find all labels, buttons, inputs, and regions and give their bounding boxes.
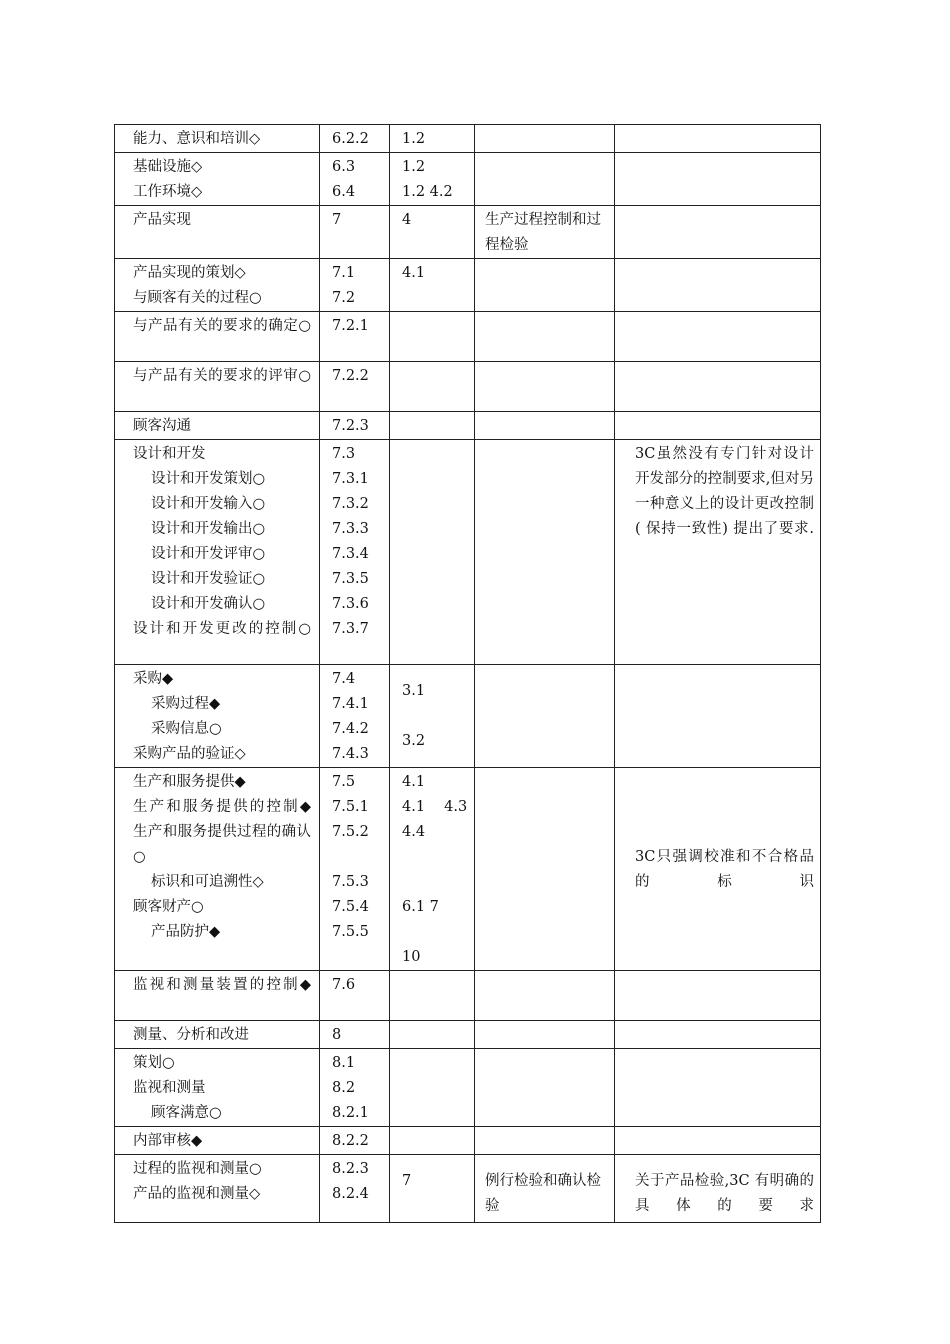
iso-number: 7.4.2 [332,721,369,737]
remark-text: 关于产品检验,3C 有明确的具体的要求 [635,1173,814,1214]
remark-cell [615,412,821,440]
iso-number: 7.1 [332,265,356,281]
iso-number: 7.3.2 [332,496,369,512]
ccc-number-cell [390,362,475,412]
iso-number: 7.3.6 [332,596,369,612]
remark-cell [615,153,821,206]
remark-cell [615,440,821,665]
iso-number: 7.5 [332,774,356,790]
ccc-number-cell [390,971,475,1021]
clause-cell [115,971,320,1021]
iso-number-cell [320,1127,390,1155]
remark-text: 3C虽然没有专门针对设计开发部分的控制要求,但对另一种意义上的设计更改控制( 保持一致性) 提出了要求. [635,446,814,537]
ccc-number-cell [390,259,475,312]
clause-name: 设计和开发更改的控制○ [133,621,311,637]
ccc-number: 4.1 [402,774,426,790]
remark-cell [615,768,821,971]
iso-number-cell [320,971,390,1021]
remark-cell [615,1049,821,1127]
remark-cell [615,206,821,259]
ccc-number: 1.2 [402,131,426,147]
clause-cell [115,665,320,768]
iso-number: 7.2.3 [332,418,369,434]
ccc-requirement-cell [475,440,615,665]
iso-number: 7.6 [332,977,356,993]
iso-number-cell [320,768,390,971]
clause-comparison-table [114,124,821,1223]
clause-cell [115,312,320,362]
clause-name: 内部审核◆ [133,1133,203,1149]
ccc-number: 6.1 7 [402,899,439,915]
ccc-number-cell [390,768,475,971]
clause-name: 基础设施◇ [133,159,203,175]
ccc-requirement-cell [475,362,615,412]
ccc-number: 4.4 [402,824,426,840]
ccc-requirement-cell [475,312,615,362]
ccc-number-cell [390,312,475,362]
clause-name: 能力、意识和培训◇ [133,131,261,147]
ccc-requirement-cell [475,1049,615,1127]
iso-number: 7.2 [332,290,356,306]
iso-number-cell [320,312,390,362]
clause-cell [115,1049,320,1127]
clause-cell [115,1021,320,1049]
ccc-number-cell [390,665,475,768]
iso-number: 8.2 [332,1080,356,1096]
table-row [115,665,821,768]
ccc-number-cell [390,1049,475,1127]
iso-number: 8.2.4 [332,1186,369,1202]
ccc-requirement-cell [475,259,615,312]
table-row [115,1049,821,1127]
remark-cell [615,362,821,412]
clause-name: 设计和开发输出○ [151,521,266,537]
iso-number: 8.2.3 [332,1161,369,1177]
iso-number: 8.2.1 [332,1105,369,1121]
ccc-number: 4 [402,212,412,228]
clause-name: 监视和测量装置的控制◆ [133,977,311,993]
clause-name: 设计和开发 [133,446,206,462]
ccc-number: 7 [402,1173,412,1189]
clause-name: 采购产品的验证◇ [133,746,246,762]
iso-number: 6.2.2 [332,131,369,147]
table-row [115,971,821,1021]
ccc-requirement-cell [475,665,615,768]
clause-name: 与产品有关的要求的评审○ [133,368,311,384]
clause-name: 生产和服务提供◆ [133,774,246,790]
ccc-number: 3.1 [402,683,426,699]
clause-cell [115,768,320,971]
iso-number: 7.3.1 [332,471,369,487]
ccc-requirement-cell [475,206,615,259]
clause-cell [115,440,320,665]
remark-text: 3C只强调校准和不合格品的标识 [635,849,814,890]
table-row [115,362,821,412]
remark-cell [615,1021,821,1049]
remark-cell [615,971,821,1021]
ccc-requirement: 生产过程控制和过程检验 [485,212,601,253]
ccc-number-cell [390,1021,475,1049]
clause-name: 产品防护◆ [151,924,221,940]
clause-name: 标识和可追溯性◇ [151,874,264,890]
ccc-requirement-cell [475,125,615,153]
clause-name: 与顾客有关的过程○ [133,290,262,306]
remark-cell [615,1127,821,1155]
iso-number: 6.4 [332,184,356,200]
clause-name: 生产和服务提供过程的确认○ [133,824,311,865]
ccc-requirement-cell [475,768,615,971]
iso-number: 8.1 [332,1055,356,1071]
table-row [115,1021,821,1049]
clause-name: 测量、分析和改进 [133,1027,249,1043]
iso-number: 7.2.2 [332,368,369,384]
ccc-number: 3.2 [402,733,426,749]
remark-cell [615,665,821,768]
iso-number: 7.5.3 [332,874,369,890]
iso-number-cell [320,1021,390,1049]
clause-name: 顾客财产○ [133,899,204,915]
ccc-number-cell [390,153,475,206]
table-row [115,206,821,259]
clause-name: 设计和开发确认○ [151,596,266,612]
clause-name: 设计和开发验证○ [151,571,266,587]
iso-number-cell [320,125,390,153]
ccc-requirement-cell [475,971,615,1021]
clause-name: 采购信息○ [151,721,222,737]
ccc-number: 10 [402,949,421,965]
clause-name: 设计和开发输入○ [151,496,266,512]
ccc-number-cell [390,206,475,259]
clause-name: 采购过程◆ [151,696,221,712]
iso-number: 7.5.5 [332,924,369,940]
table-row [115,259,821,312]
iso-number: 8 [332,1027,342,1043]
clause-name: 产品实现 [133,212,191,228]
table-row [115,1155,821,1223]
iso-number: 7.3.3 [332,521,369,537]
clause-cell [115,153,320,206]
table-row [115,440,821,665]
ccc-requirement: 例行检验和确认检验 [485,1173,601,1214]
ccc-requirement-cell [475,153,615,206]
remark-cell [615,312,821,362]
ccc-number-cell [390,1155,475,1223]
iso-number: 7.5.2 [332,824,369,840]
ccc-number: 1.2 4.2 [402,184,453,200]
iso-number-cell [320,412,390,440]
iso-number: 7.5.1 [332,799,369,815]
table-row [115,1127,821,1155]
clause-name: 产品实现的策划◇ [133,265,246,281]
clause-name: 过程的监视和测量○ [133,1161,262,1177]
iso-number-cell [320,362,390,412]
clause-cell [115,206,320,259]
iso-number: 7.2.1 [332,318,369,334]
clause-cell [115,412,320,440]
iso-number: 6.3 [332,159,356,175]
clause-name: 设计和开发策划○ [151,471,266,487]
clause-name: 监视和测量 [133,1080,206,1096]
ccc-number-cell [390,1127,475,1155]
clause-name: 采购◆ [133,671,174,687]
ccc-requirement-cell [475,1021,615,1049]
clause-name: 工作环境◇ [133,184,203,200]
clause-cell [115,1127,320,1155]
clause-cell [115,125,320,153]
clause-name: 顾客沟通 [133,418,191,434]
ccc-number: 4.1 4.3 [402,799,468,815]
clause-cell [115,259,320,312]
iso-number: 7.4 [332,671,356,687]
table-row [115,768,821,971]
iso-number: 7.3.7 [332,621,369,637]
clause-name: 产品的监视和测量◇ [133,1186,261,1202]
iso-number: 7.5.4 [332,899,369,915]
iso-number-cell [320,1049,390,1127]
iso-number-cell [320,665,390,768]
iso-number-cell [320,259,390,312]
ccc-number-cell [390,412,475,440]
iso-number-cell [320,440,390,665]
clause-name: 设计和开发评审○ [151,546,266,562]
clause-cell [115,362,320,412]
iso-number: 7 [332,212,342,228]
ccc-requirement-cell [475,412,615,440]
clause-cell [115,1155,320,1223]
ccc-number: 4.1 [402,265,426,281]
iso-number-cell [320,153,390,206]
clause-name: 策划○ [133,1055,175,1071]
remark-cell [615,125,821,153]
table-row [115,412,821,440]
iso-number-cell [320,206,390,259]
iso-number: 7.3.5 [332,571,369,587]
clause-name: 生产和服务提供的控制◆ [133,799,311,815]
iso-number-cell [320,1155,390,1223]
iso-number: 7.3 [332,446,356,462]
iso-number: 8.2.2 [332,1133,369,1149]
remark-cell [615,259,821,312]
iso-number: 7.4.3 [332,746,369,762]
ccc-requirement-cell [475,1155,615,1223]
ccc-number-cell [390,440,475,665]
clause-name: 顾客满意○ [151,1105,222,1121]
ccc-number-cell [390,125,475,153]
ccc-number: 1.2 [402,159,426,175]
clause-name: 与产品有关的要求的确定○ [133,318,311,334]
remark-cell [615,1155,821,1223]
table-row [115,153,821,206]
iso-number: 7.4.1 [332,696,369,712]
table-row [115,312,821,362]
ccc-requirement-cell [475,1127,615,1155]
iso-number: 7.3.4 [332,546,369,562]
table-row [115,125,821,153]
